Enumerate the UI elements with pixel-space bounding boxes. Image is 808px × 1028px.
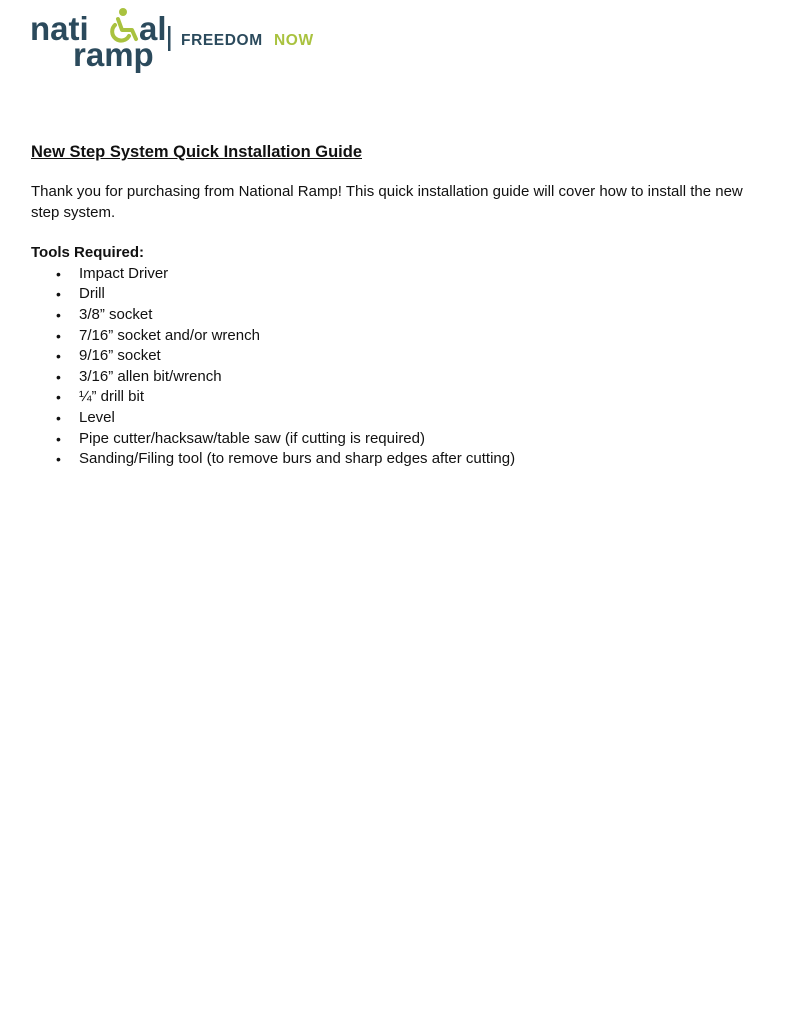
logo-divider [168, 26, 171, 51]
tools-list [31, 264, 771, 470]
list-item [31, 264, 771, 285]
bullet-icon: • [56, 430, 61, 447]
tool-item: Level [79, 408, 115, 426]
tool-item: Drill [79, 285, 105, 303]
list-item [31, 305, 771, 326]
document-body [31, 141, 771, 470]
list-item [31, 429, 771, 450]
list-item [31, 449, 771, 470]
list-item [31, 284, 771, 305]
tools-heading: Tools Required: [31, 244, 145, 262]
tool-item: Sanding/Filing tool (to remove burs and sharp edges after cutting) [79, 450, 516, 468]
logo-brand-line1: nati [30, 10, 89, 47]
list-item [31, 326, 771, 347]
bullet-icon: • [56, 409, 61, 426]
document-title: New Step System Quick Installation Guide [31, 143, 362, 161]
logo-graphic [30, 6, 320, 74]
national-ramp-logo [30, 6, 320, 74]
tool-item: Pipe cutter/hacksaw/table saw (if cutting is required) [79, 429, 425, 447]
list-item [31, 367, 771, 388]
bullet-icon: • [56, 327, 61, 344]
tool-item: Impact Driver [79, 264, 169, 282]
tool-item: 7/16” socket and/or wrench [79, 326, 260, 344]
bullet-icon: • [56, 348, 61, 365]
tool-item: 9/16” socket [79, 347, 161, 365]
tool-item: ¼” drill bit [79, 388, 145, 406]
bullet-icon: • [56, 306, 61, 323]
bullet-icon: • [56, 286, 61, 303]
intro-paragraph: Thank you for purchasing from National Ramp! This quick installation guide will cover how to install the new step system. [31, 183, 743, 221]
logo-tagline-freedom: FREEDOM [181, 32, 263, 49]
bullet-icon: • [56, 368, 61, 385]
bullet-icon: • [56, 451, 61, 468]
logo-brand-line1-end: al [139, 10, 167, 47]
bullet-icon: • [56, 389, 61, 406]
bullet-icon: • [56, 265, 61, 282]
list-item [31, 346, 771, 367]
logo-tagline-now: NOW [274, 32, 314, 49]
list-item [31, 408, 771, 429]
list-item [31, 387, 771, 408]
tool-item: 3/8” socket [79, 305, 153, 323]
tool-item: 3/16” allen bit/wrench [79, 367, 222, 385]
logo-brand-line2: ramp [73, 36, 154, 73]
